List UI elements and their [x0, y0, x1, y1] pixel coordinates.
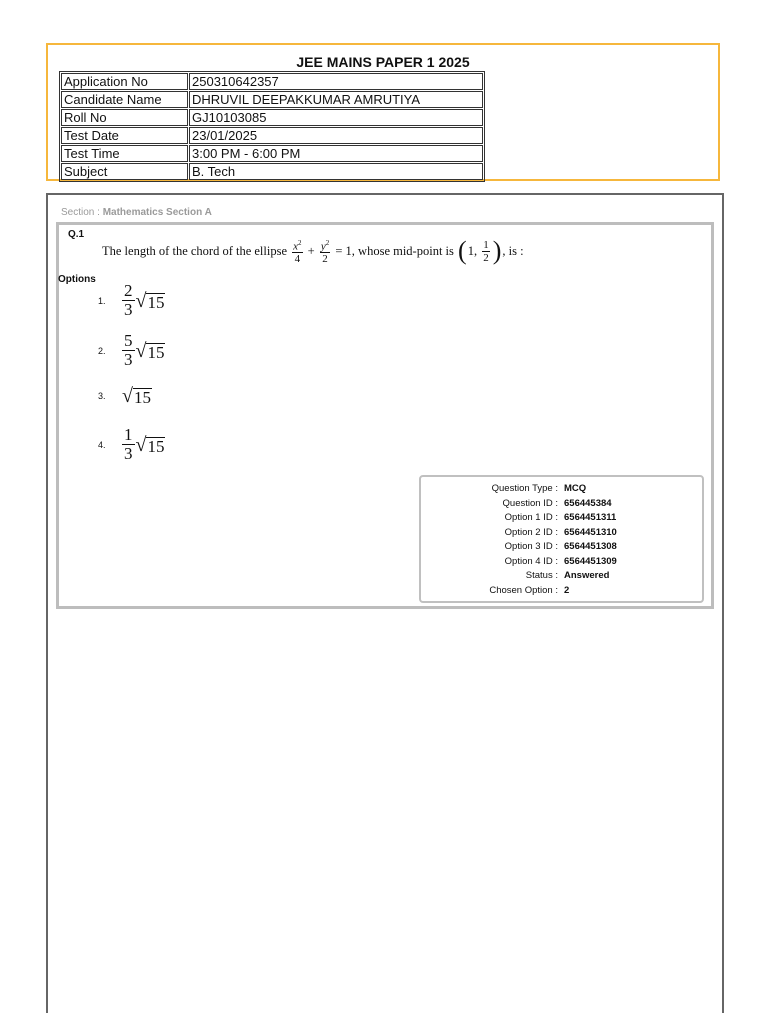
option-number: 1. [98, 295, 106, 306]
option-fraction [122, 332, 135, 369]
meta-row-option-4-id: Option 4 ID : 6564451309 [504, 555, 617, 567]
meta-row-question-type: Question Type : MCQ [491, 483, 587, 494]
candidate-header [46, 43, 720, 181]
table-row [61, 145, 483, 162]
table-row [61, 127, 483, 144]
table-row [61, 91, 483, 108]
mid-x: 1, [467, 243, 478, 258]
info-label: Test Date [61, 127, 188, 144]
question-text-after: , is : [502, 243, 524, 258]
eq-rhs: = 1 [335, 243, 352, 258]
question-text-before: The length of the chord of the ellipse [102, 243, 288, 258]
ellipse-term-y [320, 237, 330, 266]
close-paren: ) [492, 236, 502, 265]
eq-exp-y: 2 [325, 238, 330, 247]
eq-exp-x: 2 [298, 238, 302, 247]
option-fraction [122, 282, 135, 319]
option-number: 3. [98, 391, 106, 401]
section-name: Mathematics Section A [102, 207, 212, 218]
question-meta-box [419, 475, 704, 603]
sqrt-symbol: √ 15 [135, 339, 165, 362]
candidate-info-table [59, 71, 485, 182]
info-value: DHRUVIL DEEPAKKUMAR AMRUTIYA [189, 91, 483, 108]
eq-plus: + [307, 243, 315, 258]
info-label: Test Time [61, 145, 188, 162]
option-number: 2. [98, 345, 106, 356]
option-3[interactable] [98, 386, 152, 406]
option-4[interactable] [98, 426, 165, 463]
option-2[interactable] [98, 332, 165, 369]
mid-y-num: 1 [483, 238, 489, 251]
option-den: 3 [124, 300, 133, 319]
eq-den-x: 4 [294, 253, 301, 266]
section-label [61, 207, 212, 218]
option-number: 4. [98, 439, 106, 450]
option-fraction [122, 426, 135, 463]
info-label: Roll No [61, 109, 188, 126]
option-num: 1 [124, 425, 133, 444]
option-radicand: 15 [147, 292, 165, 312]
table-row [61, 163, 483, 180]
open-paren: ( [458, 236, 467, 265]
mid-y [482, 239, 490, 264]
question-text-middle: , whose mid-point is [351, 243, 454, 258]
info-value: 23/01/2025 [189, 127, 483, 144]
sqrt-symbol: √ 15 [122, 385, 151, 407]
option-radicand: 15 [147, 342, 165, 362]
info-label: Application No [61, 73, 188, 90]
info-value: B. Tech [189, 163, 483, 180]
option-den: 3 [124, 350, 133, 369]
meta-row-chosen-option: Chosen Option : 2 [489, 584, 570, 596]
sqrt-symbol: √ 15 [135, 289, 165, 312]
option-1[interactable] [98, 282, 165, 319]
question-number: Q.1 [68, 229, 85, 240]
option-radicand: 15 [133, 388, 151, 407]
option-den: 3 [124, 444, 133, 463]
eq-num-y: y [320, 240, 326, 253]
exam-title: JEE MAINS PAPER 1 2025 [296, 54, 470, 70]
meta-row-question-id: Question ID : 656445384 [502, 497, 612, 509]
meta-row-status: Status : Answered [525, 570, 610, 581]
info-value: 3:00 PM - 6:00 PM [189, 145, 483, 162]
option-radicand: 15 [147, 436, 165, 456]
table-row [61, 109, 483, 126]
table-row [61, 73, 483, 90]
meta-row-option-2-id: Option 2 ID : 6564451310 [504, 526, 617, 538]
meta-row-option-3-id: Option 3 ID : 6564451308 [504, 541, 617, 552]
meta-row-option-1-id: Option 1 ID : 6564451311 [504, 512, 617, 523]
info-label: Subject [61, 163, 188, 180]
mid-y-den: 2 [483, 251, 489, 264]
option-num: 2 [124, 281, 133, 300]
options-label: Options [58, 274, 96, 285]
info-label: Candidate Name [61, 91, 188, 108]
eq-den-y: 2 [322, 253, 328, 266]
info-value: 250310642357 [189, 73, 483, 90]
ellipse-term-x [292, 237, 302, 266]
eq-num-x: x [293, 240, 299, 253]
sqrt-symbol: √ 15 [135, 433, 165, 456]
option-num: 5 [124, 331, 133, 350]
question-text [102, 232, 524, 270]
section-prefix: Section : [61, 207, 103, 218]
info-value: GJ10103085 [189, 109, 483, 126]
